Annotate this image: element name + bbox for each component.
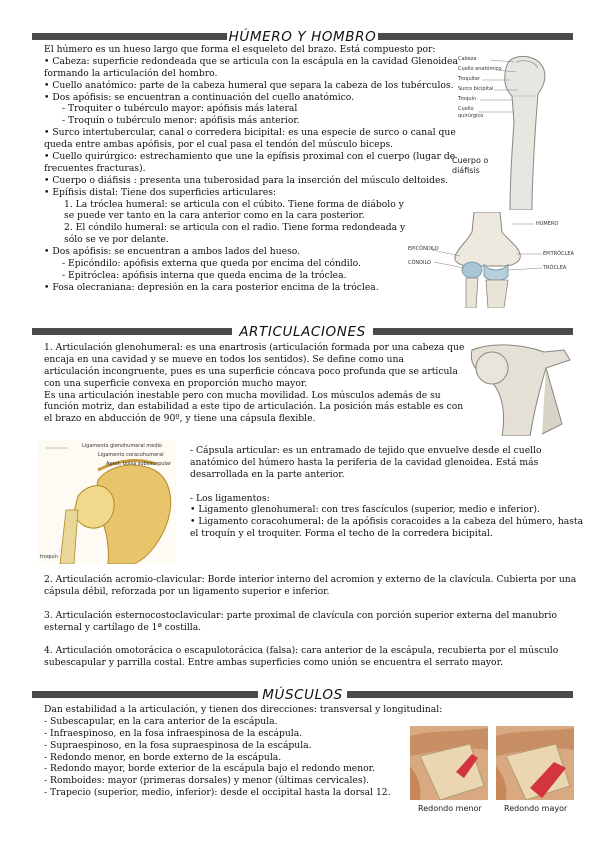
- text-line: - Troquiter o tubérculo mayor: apófisis más lateral: [62, 103, 298, 115]
- text-line: se puede ver tanto en la cara anterior como en la cara posterior.: [64, 210, 365, 222]
- humerus-figure: [452, 50, 572, 210]
- caption-line: diáfisis: [452, 166, 480, 175]
- section-title: ARTICULACIONES: [239, 324, 366, 340]
- text-line: • Ligamento glenohumeral: con tres fascículos (superior, medio e inferior).: [190, 504, 540, 516]
- text-line: El húmero es un hueso largo que forma el esqueleto del brazo. Está compuesto por:: [44, 44, 436, 55]
- label-cabeza: Cabeza: [458, 56, 477, 62]
- text-line: - Epicóndilo: apófisis externa que queda por encima del cóndilo.: [62, 258, 361, 270]
- text-line: [44, 598, 576, 610]
- humero-text: [44, 44, 458, 294]
- text-line: 2. El cóndilo humeral: se articula con el radio. Tiene forma redondeada y: [64, 222, 406, 234]
- text-line: - Supraespinoso, en la fosa supraespinosa de la escápula.: [44, 739, 312, 751]
- label-cuello-anatomico: Cuello anatómico: [458, 66, 502, 72]
- ligament-illustration: [38, 440, 176, 564]
- caption-redondo-mayor: Redondo mayor: [504, 804, 568, 813]
- label-bolsa-subescapular: Apert. bolsa subescapular: [106, 461, 172, 467]
- text-line: función motriz, dan estabilidad a este tipo de articulación. La posición más estable es con: [44, 401, 464, 413]
- text-line: • Cuerpo o diáfisis : presenta una tuberosidad para la inserción del músculo deltoides.: [44, 174, 449, 186]
- redondo-mayor-illustration: [496, 726, 574, 800]
- text-line: - Los ligamentos:: [190, 492, 270, 504]
- text-line: Es una articulación inestable pero con mucha movilidad. Los músculos además de su: [44, 389, 441, 401]
- text-line: - Epitróclea: apófisis interna que queda encima de la tróclea.: [62, 269, 347, 281]
- label-cuello: Cuello: [458, 106, 474, 112]
- text-line: 2. Articulación acromio-clavicular: Borde interior interno del acromion y externo de la clavícula. Cubierta por una: [44, 574, 577, 585]
- label-epicondilo: EPICÓNDILO: [408, 246, 439, 252]
- header-bar-right: [347, 691, 573, 698]
- text-line: • Cuello anatómico: parte de la cabeza humeral que separa la cabeza de los tubérculos.: [44, 79, 454, 91]
- text-line: 1. Articulación glenohumeral: es una enartrosis (articulación formada por una cabeza que: [44, 342, 465, 353]
- text-line: • Cuello quirúrgico: estrechamiento que une la epífisis proximal con el cuerpo (lugar de: [44, 151, 456, 163]
- text-line: con una superficie convexa en proporción mucho mayor.: [44, 377, 308, 389]
- label-troquin: troquín: [40, 554, 58, 560]
- header-bar-right: [373, 328, 573, 335]
- text-line: 4. Articulación omotorácica o escapulotorácica (falsa): cara anterior de la escápula, recubierta por el músculo: [44, 645, 559, 657]
- text-line: • Dos apófisis: se encuentran a continuación del cuello anatómico.: [44, 91, 355, 103]
- label-lig-glenohumeral-medio: Ligamento glenohumeral medio: [82, 443, 162, 449]
- section-title: HÚMERO Y HOMBRO: [228, 29, 377, 45]
- humerus-bone-illustration: [452, 50, 572, 210]
- distal-humerus-figure: [408, 212, 576, 308]
- section-header-musculos: [32, 686, 573, 704]
- redondo-menor-illustration: [410, 726, 488, 800]
- redondo-mayor-figure: [496, 726, 574, 800]
- shoulder-bone-illustration: [462, 338, 572, 436]
- caption-redondo-menor: Redondo menor: [418, 804, 482, 813]
- text-line: anatómico del húmero hasta la periferia de la cavidad glenoidea. Está más: [190, 456, 539, 468]
- text-line: sólo se ve por delante.: [64, 234, 169, 246]
- label-troquiter: Troquiter: [458, 76, 481, 82]
- text-line: - Subescapular, en la cara anterior de la escápula.: [44, 715, 278, 727]
- text-line: [44, 633, 576, 645]
- text-line: el troquín y el troquiter. Forma el techo de la corredera bicipital.: [190, 528, 493, 540]
- text-line: subescapular y parrilla costal. Entre ambas superficies como unión se encuentra el serrato mayor.: [44, 657, 503, 669]
- text-line: encaja en una cavidad y se mueve en todos los sentidos). Se define como una: [44, 353, 404, 365]
- text-line: cápsula débil, reforzada por un ligamento superior e inferior.: [44, 585, 330, 597]
- ligament-figure: [38, 440, 176, 564]
- articulaciones-intro: [44, 342, 464, 425]
- text-line: - Cápsula articular: es un entramado de tejido que envuelve desde el cuello: [190, 445, 542, 456]
- label-condilo: CÓNDILO: [408, 260, 432, 266]
- text-line: - Infraespinoso, en la fosa infraespinosa de la escápula.: [44, 727, 303, 739]
- text-line: • Dos apófisis: se encuentran a ambos lados del hueso.: [44, 246, 301, 258]
- text-line: • Surco intertubercular, canal o corredera bicipital: es una especie de surco o canal que: [44, 127, 456, 139]
- caption-line: Cuerpo o: [452, 156, 489, 165]
- text-line: formando la articulación del hombro.: [44, 67, 218, 79]
- text-line: queda entre ambas apófisis, por el cual pasa el tendón del músculo biceps.: [44, 139, 394, 151]
- label-epitroclea: EPITRÓCLEA: [543, 251, 574, 257]
- label-quirurgico: quirúrgico: [458, 113, 484, 119]
- text-line: • Fosa olecraniana: depresión en la cara posterior encima de la tróclea.: [44, 281, 379, 293]
- caption-cuerpo-diafisis: [452, 156, 488, 176]
- musculos-text: [44, 704, 442, 799]
- articulaciones-rest: [44, 574, 576, 669]
- label-lig-coracohumeral: Ligamento coracohumeral: [98, 452, 164, 458]
- text-line: 3. Articulación esternocostoclavicular: parte proximal de clavícula con porción superior externa del manubrio: [44, 609, 557, 621]
- header-bar-right: [378, 33, 573, 40]
- text-line: [190, 481, 583, 493]
- shoulder-figure: [462, 338, 572, 436]
- text-line: - Redondo mayor, borde exterior de la escápula bajo el redondo menor.: [44, 763, 375, 775]
- text-line: Dan estabilidad a la articulación, y tienen dos direcciones: transversal y longitudinal:: [44, 704, 443, 715]
- text-line: • Cabeza: superficie redondeada que se articula con la escápula en la cavidad Glenoidea: [44, 55, 458, 67]
- text-line: • Epífisis distal: Tiene dos superficies articulares:: [44, 186, 277, 198]
- text-line: - Troquín o tubérculo menor: apófisis más anterior.: [62, 115, 300, 127]
- text-line: desarrollada en la parte anterior.: [190, 468, 345, 480]
- label-humero: HÚMERO: [536, 221, 559, 227]
- redondo-menor-figure: [410, 726, 488, 800]
- capsula-text: [190, 445, 583, 540]
- label-troclea: TRÓCLEA: [543, 265, 567, 271]
- text-line: - Romboides: mayor (primeras dorsales) y menor (últimas cervicales).: [44, 775, 370, 787]
- text-line: - Trapecio (superior, medio, inferior): desde el occipital hasta la dorsal 12.: [44, 787, 391, 799]
- text-line: 1. La tróclea humeral: se articula con el cúbito. Tiene forma de diábolo y: [64, 198, 404, 210]
- text-line: esternal y cartílago de 1ª costilla.: [44, 621, 202, 633]
- label-surco-bicipital: Surco bicipital: [458, 86, 494, 92]
- section-title: MÚSCULOS: [262, 687, 343, 703]
- label-troquin: Troquín: [458, 96, 477, 102]
- text-line: articulación incongruente, pues es una superficie cóncava poco profunda que se articula: [44, 365, 458, 377]
- text-line: - Redondo menor, en borde externo de la escápula.: [44, 751, 282, 763]
- text-line: frecuentes fracturas).: [44, 162, 146, 174]
- text-line: • Ligamento coracohumeral: de la apófisis coracoides a la cabeza del húmero, hasta: [190, 516, 584, 528]
- text-line: el brazo en abducción de 90º, y tiene una cápsula flexible.: [44, 413, 316, 425]
